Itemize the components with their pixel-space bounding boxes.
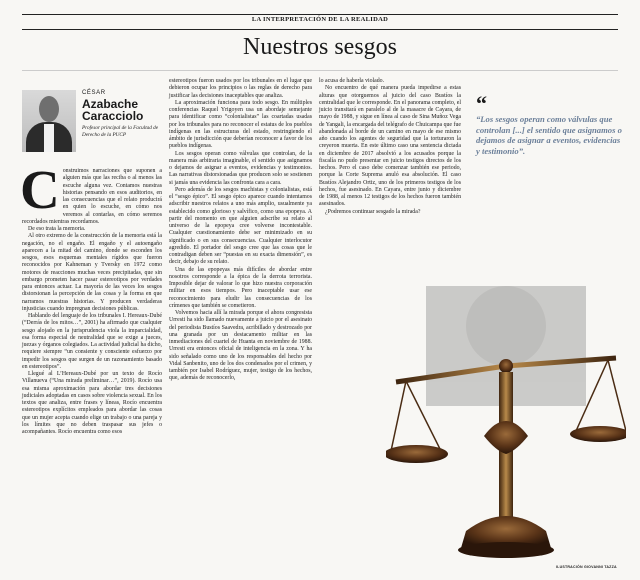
paragraph: De eso trata la memoria.	[28, 226, 86, 232]
headline-divider	[22, 70, 618, 71]
right-pan	[570, 426, 626, 442]
scale-pivot	[499, 359, 513, 373]
paragraph: Hablando del lenguaje de los tribunales I. Hereaux-Dubé (“Derrás de los mitos…”, 2001) ha afirmado que cualquier sesgo alojado en la jurisprudencia viola la imparcialidad, esa forma especial de neutralidad que se exige a jueces, juezas y órganos colegiados. La actividad judicial ha dicho, requiere siempre “un consiente y consciente esfuerzo por impedir los sesgos que surgen de un razonamiento basado en estereotipos”.	[22, 313, 162, 370]
article-headline: Nuestros sesgos	[243, 34, 397, 60]
author-last-name-2: Caracciolo	[82, 109, 144, 123]
drop-cap: C	[20, 159, 60, 220]
paragraph: Los sesgos operan como válvulas que controlan, de la manera más arbitraria imaginable, el sentido que asignamos o dejamos de asignar a eventos, evidencias y testimonios. Las narrativas distorsionadas que producen solo se sostienen si jamás una evidencia las confronta cara a cara.	[169, 150, 312, 186]
paragraph: Volvemos hacia allí la mirada porque el ahora congresista Urresti ha sido llamado nuevamente a juicio por el asesinato del periodista Bustíos Saavedra, acribillado y destrozado por una granada por un destacamento militar en las inmediaciones del cuartel de Huanta en noviembre de 1988. Urresti era entonces oficial de inteligencia en la zona. Y ha sido señalado como uno de los responsables del hecho por Vidal Sanbenito, uno de los dos condenados por el crimen, y también por Isabel Rodríguez, mujer, testigo de los hechos, que, además de reconocerlo,	[169, 310, 312, 382]
author-last-name-1: Azabache	[82, 97, 139, 111]
paragraph: estereotipos fueron usados por los tribunales en el lugar que debieron ocupar los principios o las reglas de derecho para justificar las decisiones inaceptables que analiza.	[169, 78, 312, 99]
pull-quote	[476, 91, 622, 156]
body-column-2	[169, 78, 312, 383]
author-first-name: CÉSAR	[82, 90, 106, 96]
paragraph: Una de las epopeyas más difíciles de abordar entre nosotros corresponde a la épica de la derrota terrorista. Imposible dejar de valorar lo que hizo nuestra corporación militar en esos tiempos. Pero inaceptable usar ese reconocimiento para eludir las consecuencias de los crímenes que también se cometieron.	[169, 266, 312, 309]
body-column-1	[20, 159, 162, 436]
left-pan	[386, 445, 448, 463]
illustration-credit: ILUSTRACIÓN GIOVANNI TAZZA	[556, 565, 617, 569]
section-header-bar	[22, 14, 618, 30]
author-last-name	[82, 98, 143, 122]
paragraph: Llegué al L’Hereaux-Dubé por un texto de Rocío Villanueva (“Una mirada preliminar…”, 2019). Rocío usa esa misma aproximación para abordar tres decisiones judiciales adoptadas en casos sobre violencia sexual. En los textos que analiza, entre frases y líneas, Rocío encuentra estereotipos explícitos empleados para abordar las cosas que un mujer acepta cuando elige un trabajo o una pareja y los límites que no deben traspasar sus jefes o acompañantes. Rocío encuentra como esos	[22, 371, 162, 435]
body-column-3	[319, 78, 461, 216]
section-label: LA INTERPRETACIÓN DE LA REALIDAD	[251, 16, 389, 23]
scales-of-justice-illustration	[386, 286, 626, 561]
pull-quote-text: “Los sesgos operan como válvulas que controlan [...] el sentido que asignamos o dejamos de asignar a eventos, evidencias y testimonio”.	[476, 114, 622, 156]
author-photo	[22, 90, 76, 152]
author-role: Profesor principal de la Facultad de Derecho de la PUCP	[82, 125, 159, 138]
paragraph: Pero además de los sesgos machistas y colonialistas, está el “sesgo épico”. El sesgo épico aparece cuando intentamos adscribir nuestros relatos a uno más amplio, usualmente ya establecido como glorioso y salvífico, como una epopeya. A partir del momento en que alguien adscribe su relato al universo de la epopeya cree volverse incontestable. Cualquier cuestionamiento debe ser minimizado en su significado o en sus consecuencias. Cualquier interlocutor agredido. El portador del sesgo cree que las cosas que le contradigan deben ser “puestas en su exacta dimensión”, es decir, debajo de su relato.	[169, 186, 312, 266]
paragraph: La aproximación funciona para todo sesgo. En múltiples conferencias Raquel Yrigoyen usa un abordaje semejante para identificar como “colonialistas” las coartadas usadas por los tribunales para no reconocer el estatus de los pueblos indígenas en las estructuras del estado, restringiendo el ámbito de jurisdicción que deberían reconocer a favor de los pueblos indígenas.	[169, 99, 312, 150]
author-box	[22, 90, 162, 160]
quote-mark-icon: “	[476, 91, 487, 116]
paragraph: ¿Podremos continuar sesgado la mirada?	[325, 208, 421, 215]
paragraph: onstruimos narraciones que suponen a alguien más que las reciba o al menos las escuche alguna vez. Contamos nuestras historias pensando en esos auditorios, en las consecuencias que el relato producirá en quien lo escuche, en cómo nos veremos al contarlas, en cómo seremos recordados mientras recordamos.	[22, 168, 162, 225]
paragraph: Al otro extremo de la construcción de la memoria está la negación, no el engaño. El engaño y el autoengaño aparecen a la mitad del camino, donde se esconden los sesgos, esos esquemas mentales rígidos que fueron reconocidos por Kahneman y Tversky en 1972 como motores de reacciones muchas veces precipitadas, que sin embargo prometen hacer pasar estereotipos por verdades para entonces actuar. La mayoría de las veces los sesgos distorsionan la percepción de las cosas y la forma en que narramos nuestras historias. Y producen verdaderas injusticias cuando impregnan decisiones públicas.	[22, 233, 162, 312]
paragraph: lo acusa de haberla violado.	[319, 78, 385, 84]
paragraph: No encuentro de qué manera pueda impedirse a estas alturas que otorguemos al juicio del caso Bustíos la centralidad que le corresponde. En el panorama completo, el juicio transitará en paralelo al de la masacre de Cayara, de mayo de 1988, y sigue en línea al caso de Sina Muñoz Vega de Yangali, la encargada del telégrafo de Chuicampa que fue abandonada al borde de un camino en mayo de ese mismo año cuando los agentes de seguridad que la torturaron la creyeron muerta. En este último caso una sentencia dictada en diciembre de 2017 absolvió a los acusados porque la fiscalía no pudo presentar en juicio testigos directos de los hechos. Pero el caso debe comenzar también ese periodo, porque la Corte Suprema anuló esa absolución. El caso Bustíos Alejandro Ortiz, uno de los primeros testigos de los hechos, fue asesinado. En Cayara, entre junio y diciembre de 1988, al menos 12 testigos de los hechos fueron también asesinados.	[319, 85, 461, 208]
